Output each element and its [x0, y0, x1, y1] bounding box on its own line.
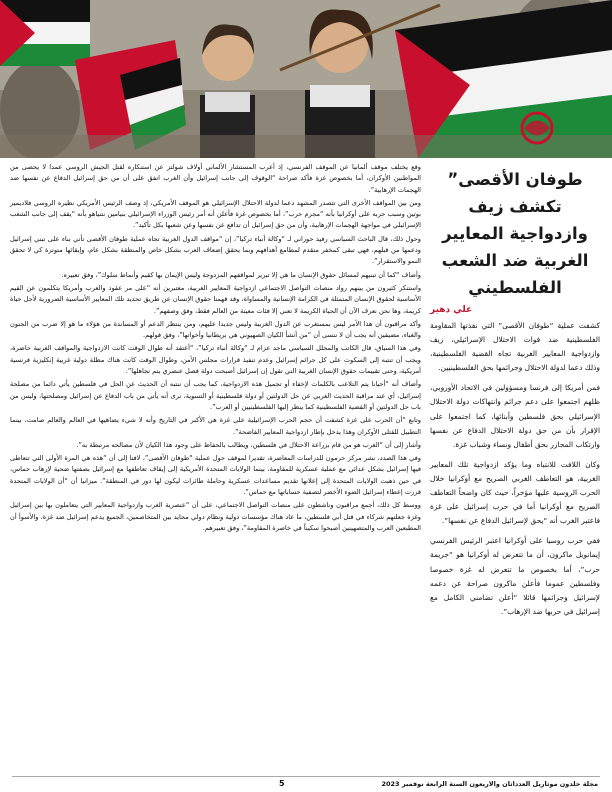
page-footer — [0, 770, 612, 792]
paragraph: وقع يختلف موقف ألمانيا عن الموقف الفرنسي، إذ أعرب المستشار الألماني أولاف شولتز عن استنكاره لقتل الجيش الروسي عمدا لا يحصى من المواطنين الأوكران، أما بخصوص غزة فأكد صراحة “الوقوف إلى جانب إسرائيل وأن الغرب اتفق على أن من حق إسرائيل الدفاع عن نفسها ضد الهجمات الإرهابية”. — [10, 163, 421, 194]
paragraph: وحول ذلك، قال الباحث السياسي رفيد حوراني لـ “وكالة أنباء تركيا”، إن “مواقف الدول الغربية تجاه عملية طوفان الأقصى تأتي بناء على تبني إسرائيل ودعمها من قبلهم، فهي تبقى كمخفر متقدم لمطامع أهدافهم وبما يحقق إضعاف العرب بشكل خاص والمنطقة بشكل عام، وإبقائها متوترة كي لا تحقق النمو والاستقرار”. — [10, 234, 421, 266]
paragraph: وأضاف أنه “أحيانا يتم التلاعب بالكلمات لإخفاء أو تجميل هذه الازدواجية، كما يجب أن ننتبه أن الحديث عن الحل في فلسطين يأتي دائما من مصلحة إسرائيل، أي عند مراقبة الحديث الغربي عن حل الدولتين أو دولة فلسطينية أو التسوية، نرى أنه يأتي من باب الدفاع عن إسرائيل ومصلحتها، وليس من باب حل الدولتين أو القضية الفلسطينية كما ينظر إليها الفلسطينيين أو العرب”. — [10, 380, 421, 411]
page-number: 5 — [279, 779, 285, 788]
left-column-text — [10, 162, 421, 534]
paragraph: ووسط كل ذلك، أجمع مراقبون وناشطون على منصات التواصل الاجتماعي، على أن “عنصرية الغرب وازدواجية المعايير التي يتعاملون بها بين إسرائيل وغزة جعلتهم شركاء في قتل أبي فلسطين، ما عاد هناك مؤسسات دولية ونظام دولي محايد بين المتخاصمين، الجميع يدعم إسرائيل ضد غزة، والأسوأ أن المطبعين العرب والمتصهينين أصبحوا سكيناً في خاصرة المقاومة”، وفق تعبيرهم. — [10, 501, 421, 532]
paragraph: ومن بين المواقف الأخرى التي تتصدر المشهد دعما لدولة الاحتلال الإسرائيلي هو الموقف الأمريكي، إذ وصف الرئيس الأمريكي نظيره الروسي فلاديمير بوتين وسبب حربه على أوكرانيا بأنه “مجرم حرب”، أما بخصوص غزة فأعلن أنه أمر رئيس الوزراء الإسرائيلي بنيامين نتنياهو بأنه “يقف إلى جانب الشعب الإسرائيلي في مواجهة الهجمات الإرهابية، وأن من حق إسرائيل أن تدافع عن نفسها وعن شعبها بكل تأكيد”. — [10, 198, 421, 230]
footer-divider — [12, 776, 600, 777]
paragraph: واستنكر كثيرون من بينهم رواد منصات التواصل الاجتماعي ازدواجية المعايير الغربية، معتبرين أنه “على مر عقود والغرب وأمريكا يتكلمون عن القيم الأساسية لحقوق الإنسان المتمثلة في الكرامة الإنسانية والمساواة، وقد قهمنا حقوق الإنسان عن طريق تحديد تلك المعايير الأساسية الضرورية لأجل حياة كريمة، وها نحن نعرف الآن أن الحياة الكريمة لا تعني إلا فئات معينة من العالم فقط، وفق وصفهم”. — [10, 283, 421, 315]
right-column-text — [430, 319, 600, 619]
paragraph: وأضاف “كما أن تبنيهم لمسائل حقوق الإنسان ما هي إلا تبرير لمواقفهم المزدوجة وليس الإيمان بها كقيم وأنماط سلوك”، وفق تعبيره. — [61, 270, 421, 279]
left-column — [10, 162, 421, 774]
paragraph: وتابع “أن الحرب على غزة كشفت أن حجم الحرب الإسرائيلية على غزة هي الأكبر في التاريخ وأنه لا شيء يضاهيها في العالم والعالم صامت، بينما التطبيل للقتلى الأوكران وهذا يدخل بإطار ازدواجية المعايير الفاضحة”. — [10, 416, 421, 436]
paragraph: وأشار إلى أن “الغرب هو من قام بزراعة الاحتلال في فلسطين، ويطالب بالحفاظ على وجود هذا الكيان لأن مصالحه مرتبطة به”. — [76, 440, 421, 449]
header-photo — [0, 0, 612, 158]
jahaturk-logo — [512, 108, 562, 153]
magazine-info: مجلة خلدون موثاريل العدداثان والاربعون السنة الرابعة نوفمبر 2023 — [381, 780, 598, 788]
paragraph: فمن أمريكا إلى فرنسا ومسؤولين في الاتحاد الأوروبي، ظلهم اجتمعوا على دعم جرائم وانتهاكات دولة الاحتلال الإسرائيلي بحق فلسطين وأبنائها، كما اجتمعوا على الإقرار بأن من حق دولة الاحتلال الدفاع عن نفسها وارتكاب المجازر بحق أطفال ونساء وشباب غزة. — [430, 383, 600, 449]
paragraph: وفي هذا الصدد، نشر مركز حرمون للدراسات المعاصرة، تقديرا لموقف حول عملية “طوفان الأقصى”، لافتا إلى أن “هذه هي المرة الأولى التي تتعاطى فيها إسرائيل بشكل عدائي مع عملية عسكرية للمقاومة، بينما الولايات المتحدة الأمريكية إلى إيقاف تعاطفها مع إسرائيل بصفتها ضحية لإرهاب حماس، في حين ذهبت الولايات المتحدة إلى إعلانها تقديم مساعدات عسكرية وحاملة طائرات ليكون لها دور في المنطقة”. ميزانيا أن “أن الولايات المتحدة قررت إعطاء إسرائيل الضوء الأخضر لتصفية حساباتها مع حماس”. — [10, 454, 421, 497]
palestine-flag-left — [0, 0, 90, 66]
right-column — [430, 166, 600, 766]
author-name: علي دهير — [430, 305, 473, 315]
paragraph: ففي حرب روسيا على أوكرانيا اعتبر الرئيس الفرنسي إيمانويل ماكرون، أن ما تتعرض له أوكرانيا هو “جريمة حرب”، أما بخصوص ما تتعرض له غزة خصوصا وفلسطين عموما فأعلن ماكرون صراحة عن دعمه لإسرائيل وجرائمها قائلا “أعلن تضامني الكامل مع إسرائيل في حربها ضد الإرهاب”. — [430, 536, 600, 616]
article-title: طوفان الأقصى” تكشف زيف وازدواجية المعايير الغربية ضد الشعب الفلسطيني — [441, 170, 589, 297]
paragraph: وكان اللافت للانتباه وما يؤكد ازدواجية تلك المعايير الغربية، هو التعاطف الغربي الصريح مع أوكرانيا خلال الحرب الروسية عليها مؤخراً، حيث كان واضحاً التعاطف الصريح مع أوكرانيا أما في حرب إسرائيل على غزة فاعتبر الغرب أنه “يحق لإسرائيل الدفاع عن نفسها”. — [430, 459, 600, 526]
logo-icon — [512, 108, 562, 153]
paragraph: كشفت عملية “طوفان الأقصى” التي نفذتها المقاومة الفلسطينية ضد قوات الاحتلال الإسرائيلي، زيف وازدواجية المعايير الغربية تجاه القضية الفلسطينية، وذلك دعما لدولة الاحتلال وجرائمها بحق الفلسطينيين. — [430, 321, 600, 373]
paragraph: وأكد مراقبون أن هذا الأمر ليس بمستغرب عن الدول الغربية وليس جديدا عليهم، ومن ينتظر الدعم أو المساندة من هؤلاء ما هو إلا ضرب من الجنون والغباء، مضيفين أنه يجب أن لا ننسى أن “من أنشأ الكيان الصهيوني هي بريطانيا وأخواتها”، وفق قولهم. — [10, 319, 421, 340]
paragraph: وفي هذا السياق، قال الكاتب والمحلل السياسي ماجد عزام لـ “وكالة أنباء تركيا”، “أعتقد أنه طوال الوقت كانت الازدواجية والمواقف الغربية حاضرة، ويجب أن تنتبه إلى السكوت على كل جرائم إسرائيل وعدم تنفيذ قرارات مجلس الأمن، وطوال الوقت كانت هناك مظلة دولية غربية إنكليزية فرنسية أمريكية، وحتى تقييمات حقوق الإنسان الغربية التي تقول إن إسرائيل أصبحت دولة فصل عنصري يتم تجاهلها”. — [10, 344, 421, 376]
